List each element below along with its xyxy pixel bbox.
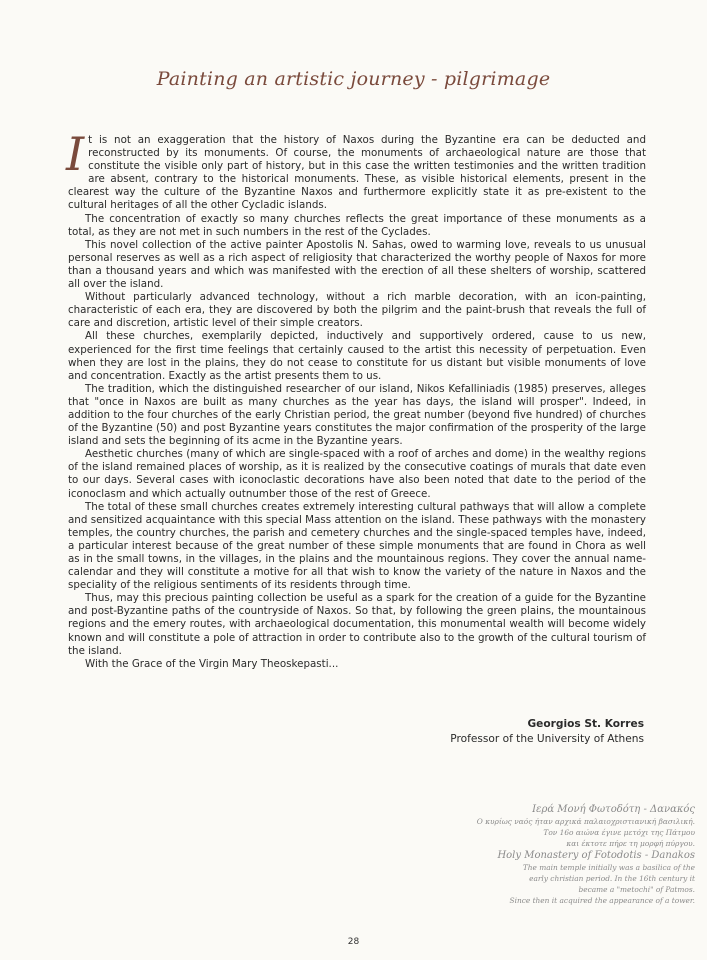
article-body: [66, 127, 646, 671]
paragraph: Without particularly advanced technology, without a rich marble decoration, with an icon-painting, characteristic of each era, they are discovered by both the pilgrim and the paint-brush that reveals the full of care and discretion, artistic level of their simple creators.: [68, 291, 646, 330]
page-title: Painting an artistic journey - pilgrimage: [156, 68, 551, 90]
paragraph-text: t is not an exaggeration that the history of Naxos during the Byzantine era can be deducted and reconstructed by its monuments. Of course, the monuments of archaeological nature are those that constitute the visible only part of history, but in this case the written testimonies and the written tradition are absent, contrary to the historical monuments. These, as visible historical elements, present in the clearest way the culture of the Byzantine Naxos and furthermore explicitly state it as pre-existent to the cultural heritages of all the other Cycladic islands.: [68, 134, 646, 212]
image-caption: [365, 803, 695, 906]
caption-greek-line: Ο κυρίως ναός ήταν αρχικά παλαιοχριστιανική βασιλική.: [476, 817, 695, 826]
paragraph: All these churches, exemplarily depicted, inductively and supportively ordered, cause to us new, experienced for the first time feelings that certainly caused to the artist this necessity of perpetuation. Even when they are lost in the plains, they do not cease to constitute for us distant but visible monuments of love and concentration. Exactly as the artist presents them to us.: [68, 330, 646, 382]
caption-english-line: Since then it acquired the appearance of a tower.: [509, 896, 695, 905]
paragraph: [66, 127, 646, 213]
paragraph: The tradition, which the distinguished researcher of our island, Nikos Kefalliniadis (1985) preserves, alleges that "once in Naxos are built as many churches as the year has days, the island will prosper". Indeed, in addition to the four churches of the early Christian period, the great number (beyond five hundred) of churches of the Byzantine (50) and post Byzantine years constitutes the major confirmation of the prosperity of the large island and sets the beginning of its acme in the Byzantine years.: [68, 382, 646, 448]
paragraph: The total of these small churches creates extremely interesting cultural pathways that will allow a complete and sensitized acquaintance with this special Mass attention on the island. These pathways with the monastery temples, the country churches, the parish and cemetery churches and the single-spaced temples have, indeed, a particular interest because of the great number of these simple monuments that are found in Chora as well as in the small towns, in the villages, in the plains and the mountainous regions. They cover the annual name-calendar and they will constitute a motive for all that wish to know the variety of the nature in Naxos and the speciality of the religious sentiments of its residents through time.: [68, 500, 646, 592]
caption-greek-line: Τον 16ο αιώνα έγινε μετόχι της Πάτμου: [543, 828, 695, 837]
page-number: 28: [347, 937, 360, 947]
author-position: Professor of the University of Athens: [450, 733, 644, 745]
caption-english-line: became a "metochi" of Patmos.: [578, 885, 695, 894]
paragraph: Thus, may this precious painting collection be useful as a spark for the creation of a guide for the Byzantine and post-Byzantine paths of the countryside of Naxos. So that, by following the green plains, the mountainous regions and the emery routes, with archaeological documentation, this monumental wealth will become widely known and will constitute a pole of attraction in order to contribute also to the growth of the cultural tourism of the island.: [68, 592, 646, 657]
signature-block: [450, 717, 644, 747]
caption-greek-line: και έκτοτε πήρε τη μορφή πύργου.: [566, 839, 695, 848]
caption-english-title: Holy Monastery of Fotodotis - Danakos: [497, 850, 695, 861]
paragraph: Aesthetic churches (many of which are single-spaced with a roof of arches and dome) in the wealthy regions of the island remained places of worship, as it is realized by the consecutive coatings of murals that date even to our days. Several cases with iconoclastic decorations have also been noted that date to the period of the iconoclasm and which actually outnumber those of the rest of Greece.: [68, 448, 646, 500]
paragraph: With the Grace of the Virgin Mary Theoskepasti...: [85, 657, 339, 670]
paragraph: This novel collection of the active painter Apostolis N. Sahas, owed to warming love, reveals to us unusual personal reserves as well as a rich aspect of religiosity that characterized the worthy people of Naxos for more than a thousand years and which was manifested with the erection of all these shelters of worship, scattered all over the island.: [68, 238, 646, 291]
caption-english-line: early christian period. In the 16th century it: [529, 874, 695, 883]
caption-english-line: The main temple initially was a basilica of the: [522, 863, 695, 872]
drop-cap: I: [66, 127, 85, 181]
author-name: Georgios St. Korres: [527, 718, 644, 730]
paragraph: The concentration of exactly so many churches reflects the great importance of these monuments as a total, as they are not met in such numbers in the rest of the Cyclades.: [68, 212, 646, 238]
caption-greek-title: Ιερά Μονή Φωτοδότη - Δανακός: [532, 804, 695, 815]
